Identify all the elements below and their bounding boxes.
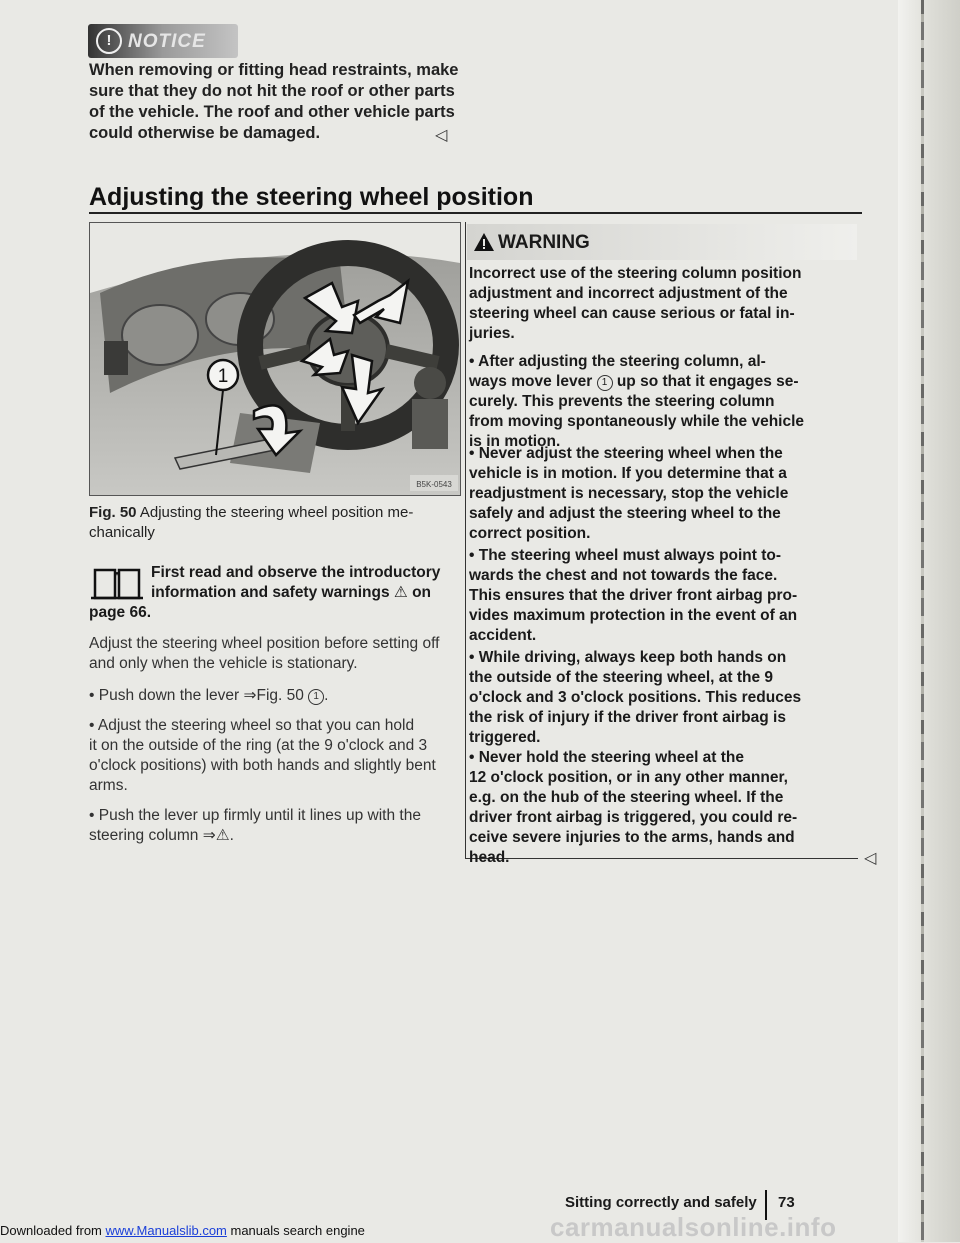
warning-bullet-4: • While driving, always keep both hands on the outside of the steering wheel, at the 9 o'clock and 3 o'clock positions. This reduces the risk of injury if the driver front airbag is triggered.: [469, 649, 802, 746]
figure-code: B5K-0543: [416, 480, 452, 489]
section-rule: [89, 212, 862, 214]
figure-caption: Fig. 50 Adjusting the steering wheel position me- chanically: [89, 504, 414, 541]
watermark-download: Downloaded from www.Manualslib.com manuals search engine: [0, 1223, 365, 1238]
body-bullet-2: • Adjust the steering wheel so that you can hold it on the outside of the ring (at the 9 o'clock and 3 o'clock positions) with both hands and slightly bent arms.: [89, 717, 436, 794]
scan-binding-edge: [921, 0, 924, 1242]
notice-label: NOTICE: [128, 31, 206, 52]
manualslib-link[interactable]: www.Manualslib.com: [105, 1223, 227, 1238]
watermark-site: carmanualsonline.info: [550, 1212, 837, 1242]
section-title: Adjusting the steering wheel position: [89, 183, 534, 211]
scan-edge: [898, 0, 960, 1242]
steering-wheel-illustration: [90, 223, 460, 495]
warning-paragraph: Incorrect use of the steering column position adjustment and incorrect adjustment of the steering wheel can cause serious or fatal in- juries.: [469, 265, 802, 342]
notice-end-mark: ◁: [435, 127, 448, 144]
body-paragraph-1: Adjust the steering wheel position before setting off and only when the vehicle is stationary.: [89, 635, 440, 672]
warning-label: WARNING: [498, 232, 590, 253]
lever-marker: 1: [308, 689, 324, 705]
body-bullet-3: • Push the lever up firmly until it lines up with the steering column ⇒⚠.: [89, 807, 421, 844]
body-bullet-1: • Push down the lever ⇒Fig. 50 1 .: [89, 687, 329, 704]
warning-end-mark: ◁: [864, 850, 877, 867]
warning-bullet-5: • Never hold the steering wheel at the 12 o'clock position, or in any other manner, e.g. on the hub of the steering wheel. If the driver front airbag is triggered, you could re- ceive severe injuries to the arms, hands and head.: [469, 749, 798, 866]
figure-steering-wheel: [89, 222, 461, 496]
notice-text: When removing or fitting head restraints, make sure that they do not hit the roof or other parts of the vehicle. The roof and other vehicle parts could otherwise be damaged.: [89, 61, 459, 142]
callout-marker: 1: [217, 366, 229, 387]
warning-bullet-3: • The steering wheel must always point to- wards the chest and not towards the face. This ensures that the driver front airbag pro- vides maximum protection in the event of an accident.: [469, 547, 798, 644]
exclamation-circle-icon: !: [96, 28, 122, 54]
intro-instruction: First read and observe the introductory information and safety warnings ⚠ on page 66.: [89, 564, 441, 621]
warning-bullet-1: • After adjusting the steering column, al- ways move lever 1 up so that it engages se- curely. This prevents the steering column from moving spontaneously while the vehicle is in motion.: [469, 353, 805, 450]
warning-triangle-icon: [473, 232, 495, 252]
lever-marker: 1: [597, 375, 613, 391]
page-number: 73: [778, 1194, 795, 1211]
warning-bullet-2: • Never adjust the steering wheel when the vehicle is in motion. If you determine that a readjustment is necessary, stop the vehicle safely and adjust the steering wheel to the correct position.: [469, 445, 789, 542]
footer-section-title: Sitting correctly and safely: [565, 1194, 757, 1211]
